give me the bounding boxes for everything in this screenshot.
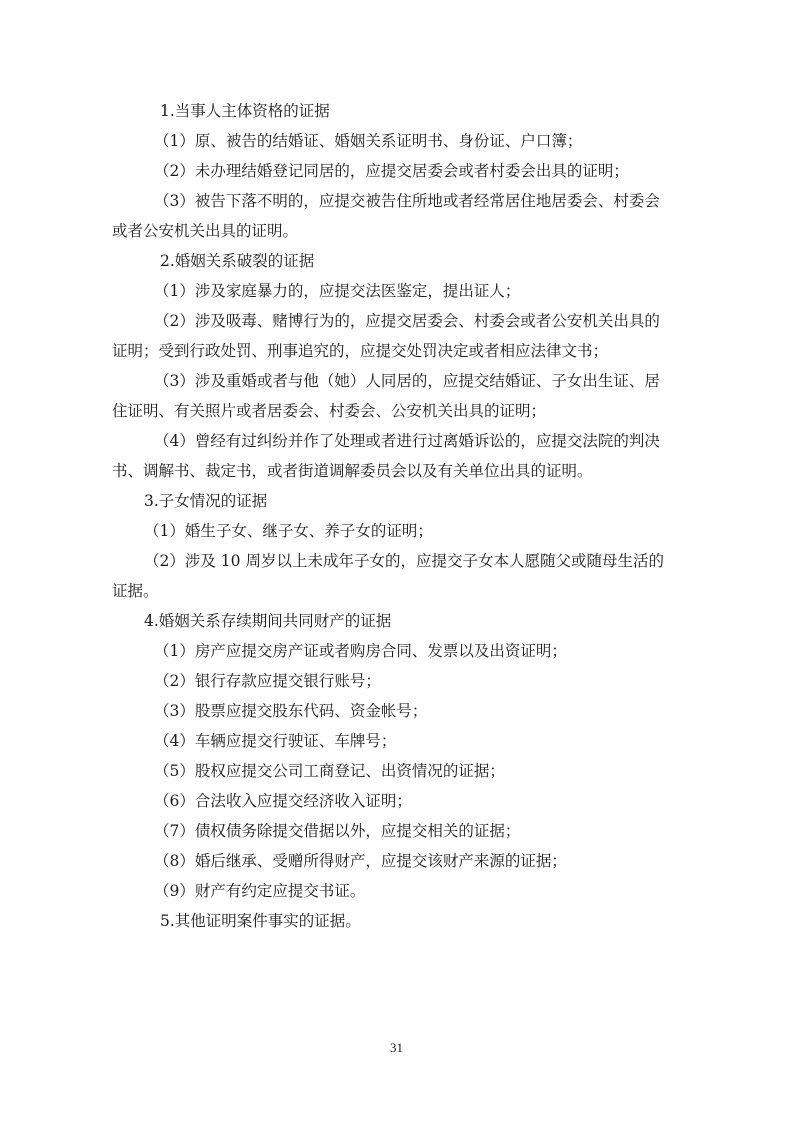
list-item: （7）债权债务除提交借据以外，应提交相关的证据； [154, 822, 521, 840]
list-item-continuation: 证据。 [112, 582, 159, 600]
list-item: （3）股票应提交股东代码、资金帐号； [154, 702, 428, 720]
section-heading-1: 1.当事人主体资格的证据 [160, 102, 330, 120]
list-item-continuation: 或者公安机关出具的证明。 [112, 222, 299, 240]
list-item: （2）涉及吸毒、赌博行为的，应提交居委会、村委会或者公安机关出具的 [154, 312, 660, 330]
list-item: （3）被告下落不明的，应提交被告住所地或者经常居住地居委会、村委会 [154, 192, 660, 210]
list-item: （1）涉及家庭暴力的，应提交法医鉴定，提出证人； [154, 282, 521, 300]
list-item: （2）未办理结婚登记同居的，应提交居委会或者村委会出具的证明； [154, 162, 629, 180]
section-heading-2: 2.婚姻关系破裂的证据 [160, 252, 315, 270]
list-item: （8）婚后继承、受赠所得财产，应提交该财产来源的证据； [154, 852, 567, 870]
list-item: （1）房产应提交房产证或者购房合同、发票以及出资证明； [154, 642, 567, 660]
list-item: （1）婚生子女、继子女、养子女的证明； [144, 522, 433, 540]
list-item: （2）涉及 10 周岁以上未成年子女的，应提交子女本人愿随父或随母生活的 [144, 552, 664, 570]
page-number: 31 [390, 1040, 403, 1055]
list-item: （2）银行存款应提交银行账号； [154, 672, 381, 690]
section-heading-3: 3.子女情况的证据 [144, 492, 268, 510]
list-item-continuation: 证明；受到行政处罚、刑事追究的，应提交处罚决定或者相应法律文书； [112, 342, 609, 360]
list-item: （3）涉及重婚或者与他（她）人同居的，应提交结婚证、子女出生证、居 [154, 372, 660, 390]
section-heading-5: 5.其他证明案件事实的证据。 [160, 912, 361, 930]
list-item: （4）车辆应提交行驶证、车牌号； [154, 732, 397, 750]
list-item: （4）曾经有过纠纷并作了处理或者进行过离婚诉讼的，应提交法院的判决 [154, 432, 660, 450]
list-item-continuation: 书、调解书、裁定书，或者街道调解委员会以及有关单位出具的证明。 [112, 462, 593, 480]
list-item: （9）财产有约定应提交书证。 [154, 882, 366, 900]
list-item: （1）原、被告的结婚证、婚姻关系证明书、身份证、户口簿； [154, 132, 583, 150]
list-item: （6）合法收入应提交经济收入证明； [154, 792, 412, 810]
section-heading-4: 4.婚姻关系存续期间共同财产的证据 [144, 612, 392, 630]
list-item: （5）股权应提交公司工商登记、出资情况的证据； [154, 762, 505, 780]
document-body [112, 96, 678, 936]
list-item-continuation: 住证明、有关照片或者居委会、村委会、公安机关出具的证明； [112, 402, 547, 420]
